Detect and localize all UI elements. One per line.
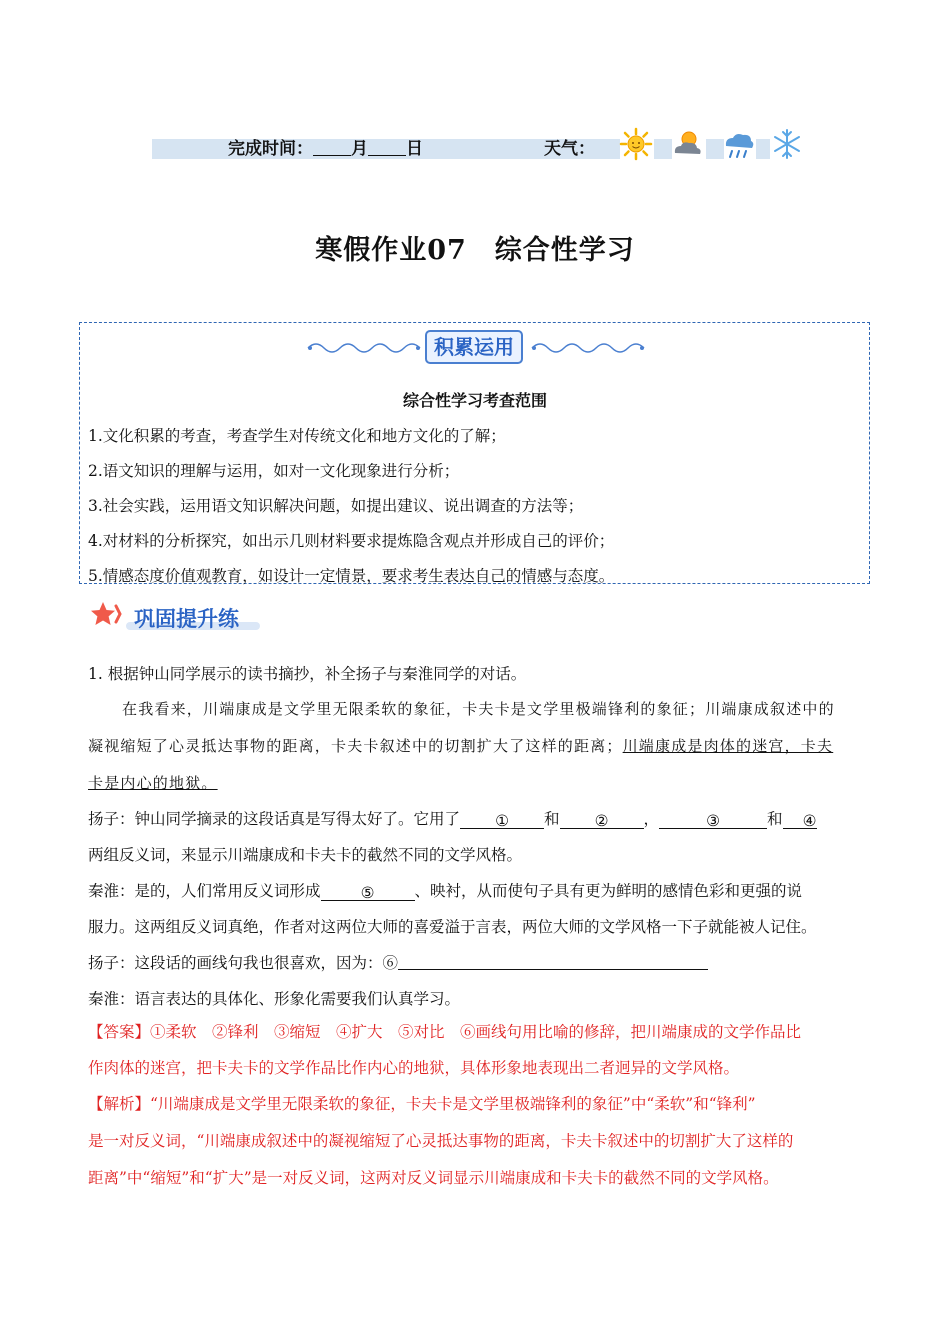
analysis-line-1: 【解析】“川端康成是文学里无限柔软的象征，卡夫卡是文学里极端锋利的象征”中“柔软”和“锋利”	[88, 1095, 756, 1113]
analysis-line-3: 距离”中“缩短”和“扩大”是一对反义词，这两对反义词显示川端康成和卡夫卡的截然不同的文学风格。	[88, 1169, 779, 1187]
scope-item-3: 3.社会实践，运用语文知识解决问题，如提出建议、说出调查的方法等；	[88, 497, 584, 515]
yangzi-reason-text: 扬子：这段话的画线句我也很喜欢，因为：⑥	[88, 954, 399, 972]
yangzi-line-3	[88, 951, 708, 973]
yangzi-line-1	[88, 807, 817, 829]
completion-time	[228, 138, 423, 160]
section-title: 巩固提升练	[134, 607, 239, 631]
time-label: 完成时间：	[228, 139, 313, 159]
blank-6[interactable]	[398, 953, 708, 970]
blank-2-number: ②	[594, 812, 609, 830]
blank-4[interactable]	[783, 812, 817, 829]
day-label: 日	[406, 139, 423, 159]
scope-item-1: 1.文化积累的考查，考查学生对传统文化和地方文化的了解；	[88, 427, 506, 445]
wave-ornament-left-icon	[306, 338, 422, 358]
star-icon	[90, 600, 126, 630]
qinhuai-text: 秦淮：是的，人们常用反义词形成	[88, 882, 321, 900]
month-label: 月	[351, 139, 368, 159]
answer-line-2: 作肉体的迷宫，把卡夫卡的文学作品比作内心的地狱，具体形象地表现出二者迥异的文学风格。	[88, 1059, 740, 1077]
question-stem: 1. 根据钟山同学展示的读书摘抄，补全扬子与秦淮同学的对话。	[88, 665, 527, 683]
quote-line-3-underlined: 卡是内心的地狱。	[88, 774, 218, 792]
header-band-segment	[756, 139, 770, 159]
answer-line-1: 【答案】①柔软 ②锋利 ③缩短 ④扩大 ⑤对比 ⑥画线句用比喻的修辞，把川端康成的文学作品比	[88, 1023, 802, 1041]
partly-cloudy-icon[interactable]	[670, 127, 704, 161]
yangzi-line-2: 两组反义词，来显示川端康成和卡夫卡的截然不同的文学风格。	[88, 846, 523, 864]
month-blank[interactable]	[313, 139, 351, 156]
quote-line-2	[88, 735, 833, 756]
blank-3[interactable]	[659, 812, 767, 829]
qinhuai-text-continued: 、映衬，从而使句子具有更为鲜明的感情色彩和更强的说	[414, 882, 803, 900]
scope-item-4: 4.对材料的分析探究，如出示几则材料要求提炼隐含观点并形成自己的评价；	[88, 532, 615, 550]
underlined-sentence: 川端康成是肉体的迷宫，卡夫	[622, 737, 834, 755]
snowflake-icon[interactable]	[770, 127, 804, 161]
weather-label: 天气：	[544, 139, 595, 159]
quote-line-1: 在我看来，川端康成是文学里无限柔软的象征，卡夫卡是文学里极端锋利的象征；川端康成叙述中的	[122, 700, 835, 718]
blank-1[interactable]	[460, 812, 544, 829]
quote-line-2-plain: 凝视缩短了心灵抵达事物的距离，卡夫卡叙述中的切割扩大了这样的距离；	[88, 737, 623, 755]
wave-ornament-right-icon	[530, 338, 646, 358]
scope-item-2: 2.语文知识的理解与运用，如对一文化现象进行分析；	[88, 462, 460, 480]
qinhuai-line-1	[88, 879, 802, 901]
blank-1-number: ①	[495, 812, 509, 830]
and-text: 和	[767, 810, 783, 828]
sun-icon[interactable]	[619, 127, 653, 161]
qinhuai-line-2: 服力。这两组反义词真绝，作者对这两位大师的喜爱溢于言表，两位大师的文学风格一下子就能被人记住。	[88, 918, 817, 936]
blank-3-number: ③	[706, 812, 720, 830]
blank-5-number: ⑤	[360, 884, 375, 902]
and-text: 和	[544, 810, 560, 828]
rain-icon[interactable]	[722, 127, 756, 161]
blank-5[interactable]	[321, 884, 415, 901]
blank-4-number: ④	[802, 812, 817, 830]
page-title: 寒假作业07 综合性学习	[315, 235, 635, 266]
comma-text: ，	[643, 810, 660, 828]
analysis-line-2: 是一对反义词，“川端康成叙述中的凝视缩短了心灵抵达事物的距离，卡夫卡叙述中的切割扩大了这样的	[88, 1132, 794, 1150]
qinhuai-line-3: 秦淮：语言表达的具体化、形象化需要我们认真学习。	[88, 990, 461, 1008]
scope-item-5: 5.情感态度价值观教育，如设计一定情景，要求考生表达自己的情感与态度。	[88, 567, 615, 585]
scope-heading: 综合性学习考查范围	[402, 391, 547, 410]
accumulation-badge: 积累运用	[425, 330, 523, 364]
blank-2[interactable]	[560, 812, 644, 829]
yangzi-text: 扬子：钟山同学摘录的这段话真是写得太好了。它用了	[88, 810, 461, 828]
day-blank[interactable]	[368, 139, 406, 156]
